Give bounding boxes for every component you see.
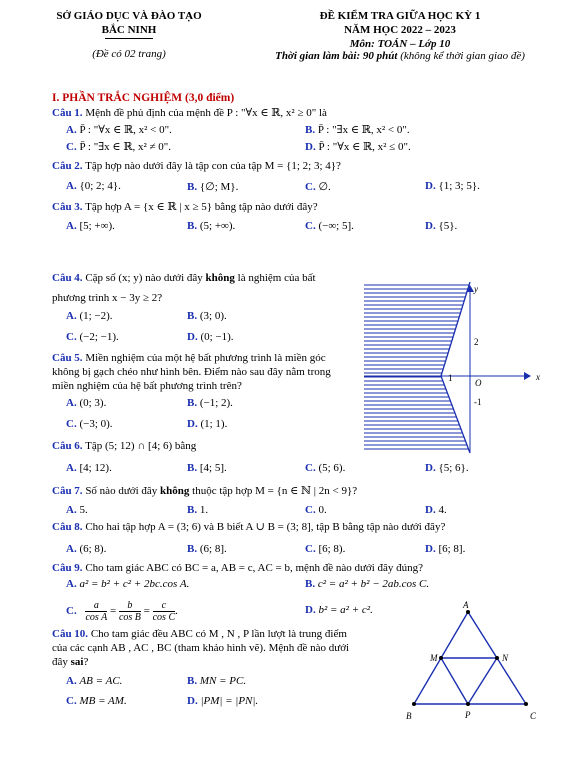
opt-text: {0; 2; 4}. [79,180,121,192]
opt-letter: C. [305,462,316,474]
q6-stem [52,440,196,452]
opt-text: P̄ : "∀x ∈ ℝ, x² < 0". [79,124,172,136]
q7-option-b [187,504,208,516]
q3-stem [52,200,318,213]
opt-text: 0. [318,504,327,516]
opt-letter: D. [305,141,316,153]
q5-text1: Miền nghiệm của một hệ bất phương trình là miền góc [82,352,326,364]
q2-text: Tập hợp nào dưới đây là tập con của tập M = {1; 2; 3; 4}? [82,160,341,172]
q6-option-b [187,462,227,474]
opt-text: {∅; M}. [199,181,239,193]
q5-option-a [66,397,106,409]
q1-stem [52,106,327,119]
opt-letter: A. [66,504,77,516]
point-b [412,702,416,706]
opt-text: {1; 3; 5}. [438,180,480,192]
opt-text: (0; −1). [200,331,234,343]
label-a: A [463,600,469,610]
q5-stem-line3: miền nghiệm của hệ bất phương trình trên? [52,380,242,392]
opt-text: [4; 5]. [199,462,227,474]
q8-stem [52,520,445,533]
q3-option-b [187,220,235,232]
opt-text: [6; 8]. [438,543,466,555]
time-info [225,50,575,62]
q10-text3a: đây [52,656,71,668]
opt-text: (−3; 0). [79,418,113,430]
q10-bold: sai [70,656,84,668]
opt-letter: B. [187,462,198,474]
q6-option-a [66,462,112,474]
opt-letter: B. [187,543,198,555]
opt-text: (5; +∞). [199,220,236,232]
q7-stem [52,484,357,497]
opt-letter: D. [305,604,316,616]
opt-text: [6; 8). [318,543,346,555]
q3-option-c [305,220,354,232]
x-label: x [536,372,540,382]
x-axis-arrow [524,372,531,380]
opt-text: 5. [79,504,88,516]
opt-letter: A. [66,578,77,590]
q4-option-d [187,331,234,343]
opt-letter: C. [305,220,316,232]
triangle-mnp [441,658,497,704]
q1-text: Mệnh đề phủ định của mệnh đề P : "∀x ∈ ℝ, x² ≥ 0" là [82,107,327,119]
fraction-a [85,600,107,623]
q3-option-d [425,220,457,232]
q10-stem-line3 [52,656,88,668]
q10-option-c [66,695,127,707]
q5-option-b [187,397,233,409]
school-year: NĂM HỌC 2022 – 2023 [344,24,456,36]
q4-option-a [66,310,113,322]
opt-letter: B. [187,675,198,687]
q7-option-d [425,504,447,516]
opt-text: (−2; −1). [79,331,119,343]
opt-text: P̄ : "∃x ∈ ℝ, x² < 0". [317,124,410,136]
q4-stem-line2: phương trình x − 3y ≥ 2? [52,292,163,304]
q4-text1: Cặp số (x; y) nào dưới đây [82,272,206,284]
header-pages: (Đề có 02 trang) [92,48,166,60]
q1-option-c [66,140,171,153]
opt-text: (6; 8]. [199,543,227,555]
q2-option-d [425,180,480,192]
q2-option-c [305,180,331,193]
point-p [466,702,470,706]
opt-letter: C. [305,181,316,193]
q2-label: Câu 2. [52,160,83,172]
fraction-c [153,600,176,623]
opt-letter: D. [187,331,198,343]
point-m [439,656,443,660]
opt-letter: A. [66,462,77,474]
opt-text: (−∞; 5]. [318,220,354,232]
label-n: N [502,653,509,663]
q8-text: Cho hai tập hợp A = (3; 6) và B biết A ∪ B = (3; 8], tập B bằng tập nào dưới đây? [82,521,446,533]
opt-text: (6; 8). [79,543,107,555]
opt-letter: D. [425,543,436,555]
opt-text: (5; 6). [318,462,346,474]
q6-text: Tập (5; 12) ∩ [4; 6) bằng [82,440,197,452]
subject: Môn: TOÁN – Lớp 10 [349,38,451,50]
q8-label: Câu 8. [52,521,83,533]
q4-bold: không [205,272,235,284]
q5-option-c [66,418,113,430]
q10-label: Câu 10. [52,628,89,640]
opt-letter: D. [425,180,436,192]
q9-option-d [305,604,373,616]
opt-text: MB = AM. [79,695,127,707]
q10-option-b [187,675,246,687]
opt-text: P̄ : "∃x ∈ ℝ, x² ≠ 0". [79,141,172,153]
opt-text: P̄ : "∀x ∈ ℝ, x² ≤ 0". [318,141,411,153]
q7-label: Câu 7. [52,485,83,497]
q1-label: Câu 1. [52,107,83,119]
label-m: M [430,653,438,663]
q9-option-b [305,578,429,590]
opt-text: (−1; 2). [199,397,233,409]
q7-text1: Số nào dưới đây [82,485,161,497]
q4-option-b [187,310,227,322]
q8-option-a [66,543,106,555]
q9-text: Cho tam giác ABC có BC = a, AB = c, AC = b, mệnh đề nào dưới đây đúng? [82,562,424,574]
opt-letter: A. [66,220,77,232]
point-n [495,656,499,660]
opt-text: c² = a² + b² − 2ab.cos C. [317,578,430,590]
opt-text: MN = PC. [199,675,247,687]
boundary-line-lower [441,376,470,453]
opt-letter: B. [187,181,198,193]
opt-letter: A. [66,397,77,409]
q6-option-d [425,462,469,474]
label-b: B [406,711,412,721]
point-a [466,610,470,614]
denominator: cos C [152,612,176,623]
opt-text: 4. [438,504,447,516]
q6-option-c [305,462,345,474]
q4-label: Câu 4. [52,272,83,284]
section-title: I. PHẦN TRẮC NGHIỆM (3,0 điểm) [52,92,235,104]
q5-stem-line1 [52,352,326,364]
opt-letter: C. [66,605,77,618]
q3-text: Tập hợp A = {x ∈ ℝ | x ≥ 5} bằng tập nào dưới đây? [82,201,318,213]
opt-text: |PM| = |PN|. [200,695,259,707]
tick-1: 1 [448,373,453,383]
opt-letter: B. [187,397,198,409]
opt-text: 1. [199,504,209,516]
q9-option-c: C. $\frac{a}{\text{cos A}}$ = $\frac{b}{\text{cos B}}$ = $\frac{c}{\text{cos C}}$ . [66,600,178,623]
opt-text: (3; 0). [199,310,227,322]
triangle-figure [400,598,550,728]
opt-letter: A. [66,180,77,192]
opt-text: {5}. [438,220,458,232]
label-c: C [530,711,537,721]
opt-letter: B. [187,220,198,232]
q10-stem-line2: của các cạnh AB , AC , BC (tham khảo hình vẽ). Mệnh đề nào dưới [52,642,350,654]
origin-label: O [475,378,482,388]
tick-minus-1: -1 [474,397,482,407]
q4-text2: là nghiệm của bất [234,272,316,284]
q3-label: Câu 3. [52,201,83,213]
q5-stem-line2: không bị gạch chéo như hình bên. Điểm nào sau đây nằm trong [52,366,331,378]
q9-stem [52,562,423,574]
q4-option-c [66,331,119,343]
opt-letter: C. [66,695,77,707]
label-p: P [465,710,471,720]
opt-letter: D. [425,220,436,232]
point-c [524,702,528,706]
opt-letter: D. [425,504,436,516]
opt-text: [4; 12). [79,462,112,474]
q7-option-c [305,504,327,516]
opt-text: [5; +∞). [79,220,115,232]
opt-letter: A. [66,124,77,136]
opt-text: ∅. [318,181,331,193]
time-bold: Thời gian làm bài: 90 phút [275,50,398,62]
fraction-b [119,600,141,623]
q9-option-a [66,578,189,590]
numerator: c [161,600,167,611]
q2-stem [52,160,341,172]
denominator: cos A [85,612,108,623]
opt-letter: C. [305,543,316,555]
opt-text: (1; 1). [200,418,228,430]
opt-text: (1; −2). [79,310,113,322]
opt-text: a² = b² + c² + 2bc.cos A. [79,578,190,590]
opt-text: AB = AC. [79,675,123,687]
q2-option-b [187,180,238,193]
q7-option-a [66,504,88,516]
tick-2: 2 [474,337,479,347]
opt-letter: A. [66,310,77,322]
opt-letter: B. [305,578,316,590]
q10-option-d [187,695,258,707]
opt-text: {5; 6}. [438,462,469,474]
opt-letter: B. [187,504,198,516]
opt-letter: A. [66,543,77,555]
q8-option-c [305,543,345,555]
opt-text: (0; 3). [79,397,107,409]
q1-option-b [305,123,410,136]
opt-letter: B. [305,124,316,136]
q7-text2: thuộc tập hợp M = {n ∈ ℕ | 2n < 9}? [189,485,358,497]
numerator: a [93,600,99,611]
inequality-region-graph [364,282,554,454]
q7-bold: không [160,485,190,497]
q10-text1: Cho tam giác đều ABC có M , N , P lần lượt là trung điểm [88,628,347,640]
numerator: b [127,600,133,611]
q8-option-d [425,543,465,555]
q8-option-b [187,543,227,555]
opt-letter: D. [187,418,198,430]
q9-label: Câu 9. [52,562,83,574]
opt-letter: B. [187,310,198,322]
time-note: (không kể thời gian giao đề) [397,50,525,62]
opt-letter: D. [425,462,436,474]
denominator: cos B [118,612,141,623]
q1-option-a [66,123,172,136]
opt-letter: C. [66,418,77,430]
y-axis-arrow [466,285,474,292]
opt-letter: A. [66,675,77,687]
q3-option-a [66,220,115,232]
q1-option-d [305,140,411,153]
q5-option-d [187,418,227,430]
header-dept: SỞ GIÁO DỤC VÀ ĐÀO TẠO [56,10,202,22]
q2-option-a [66,180,121,192]
q10-option-a [66,675,122,687]
opt-letter: C. [66,331,77,343]
header-underline [105,38,153,39]
exam-title: ĐỀ KIỂM TRA GIỮA HỌC KỲ 1 [319,10,481,22]
header-province: BẮC NINH [101,24,157,36]
q10-stem-line1 [52,628,347,640]
q10-text3b: ? [83,656,89,668]
opt-letter: C. [305,504,316,516]
y-label: y [474,284,478,294]
opt-letter: D. [187,695,198,707]
opt-text: b² = a² + c². [318,604,373,616]
q6-label: Câu 6. [52,440,83,452]
q5-label: Câu 5. [52,352,83,364]
q4-stem-line1 [52,272,316,284]
opt-letter: C. [66,141,77,153]
